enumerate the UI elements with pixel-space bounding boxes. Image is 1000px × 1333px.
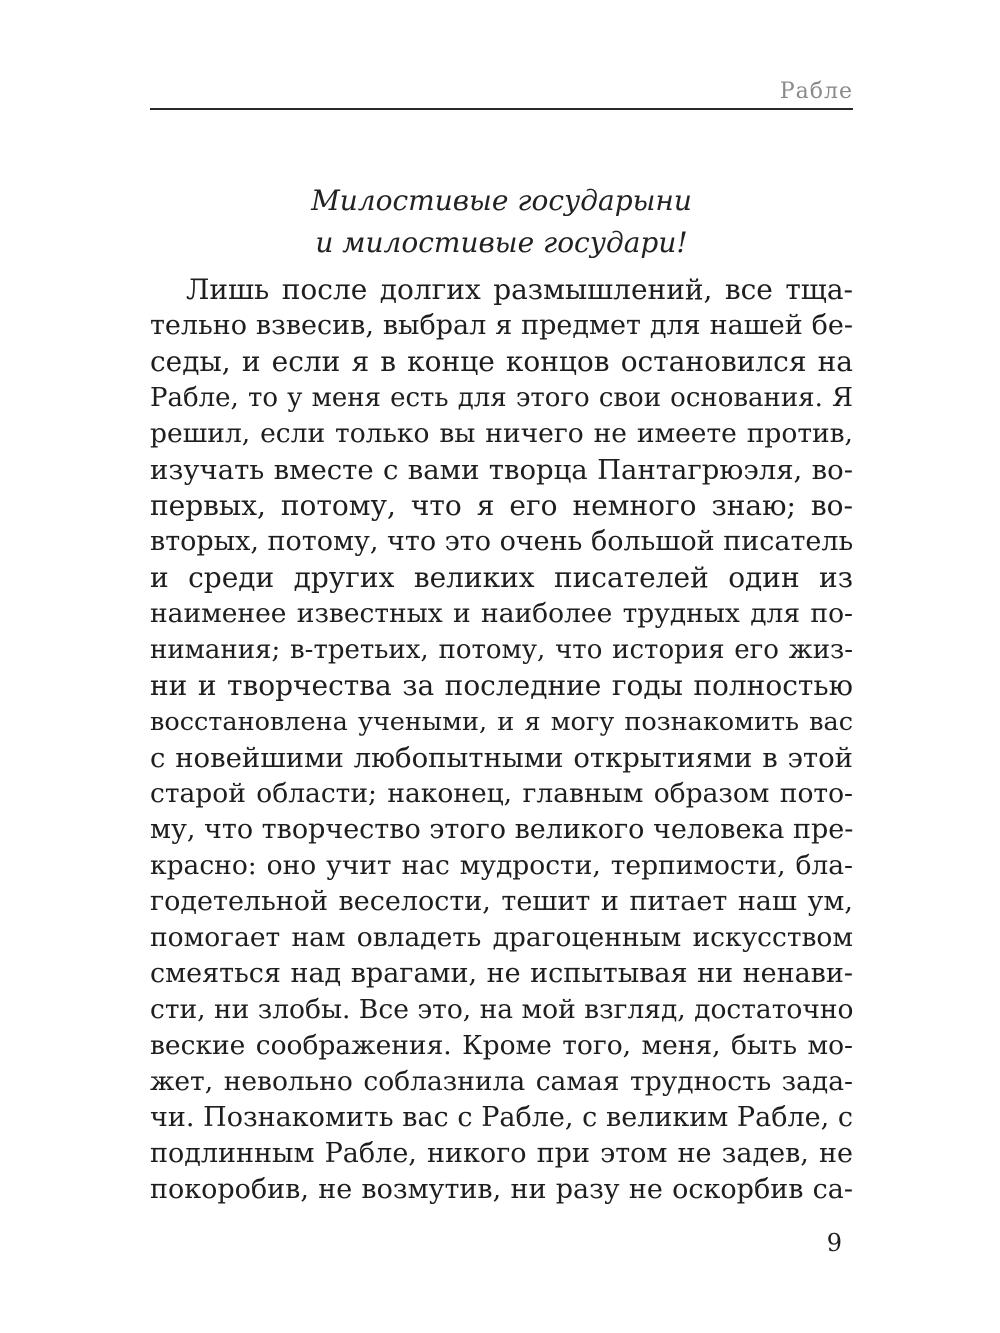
- text-line: Рабле, то у меня есть для этого свои основания. Я: [150, 383, 853, 413]
- text-line: му, что творчество этого великого человека пре-: [150, 814, 854, 845]
- text-line: Лишь после долгих размышлений, все тща-: [186, 273, 853, 306]
- salutation-line: Милостивые государыни: [311, 184, 692, 217]
- text-line: смеяться над врагами, не испытывая ни ненави-: [150, 958, 853, 989]
- text-line: тельно взвесив, выбрал я предмет для нашей бе-: [150, 310, 853, 341]
- text-line: веские соображения. Кроме того, меня, быть мо-: [150, 1030, 853, 1061]
- text-line: чи. Познакомить вас с Рабле, с великим Рабле, с: [150, 1102, 853, 1133]
- text-line: наименее известных и наиболее трудных для по-: [150, 598, 853, 629]
- text-line: старой области; наконец, главным образом пото-: [150, 778, 853, 809]
- text-line: решил, если только вы ничего не имеете против,: [150, 418, 853, 449]
- text-line: и среди других великих писателей один из: [150, 561, 853, 594]
- text-line: изучать вместе с вами творца Пантагрюэля, во-: [150, 454, 853, 486]
- text-line: помогает нам овладеть драгоценным искусством: [150, 922, 853, 953]
- page-number: 9: [826, 1229, 842, 1257]
- text-line: покоробив, не возмутив, ни разу не оскорбив са-: [150, 1174, 853, 1205]
- salutation: [150, 180, 853, 264]
- text-line: ни и творчества за последние годы полностью: [150, 669, 853, 702]
- body-paragraph: [150, 272, 853, 1208]
- text-line: красно: оно учит нас мудрости, терпимости, бла-: [150, 850, 853, 881]
- salutation-line: и милостивые государи!: [315, 226, 688, 259]
- text-line: восстановлена учеными, и я могу познакомить вас: [150, 707, 853, 737]
- text-line: жет, невольно соблазнила самая трудность зада-: [150, 1066, 853, 1097]
- text-line: годетельной веселости, тешит и питает наш ум,: [150, 886, 853, 917]
- text-line: с новейшими любопытными открытиями в этой: [150, 742, 853, 774]
- text-line: сти, ни злобы. Все это, на мой взгляд, достаточно: [150, 994, 854, 1025]
- running-head: [150, 76, 853, 110]
- running-head-title: Рабле: [779, 79, 853, 104]
- text-line: первых, потому, что я его немного знаю; во-: [150, 489, 853, 522]
- text-line: нимания; в-третьих, потому, что история его жиз-: [150, 635, 853, 665]
- text-line: седы, и если я в конце концов остановился на: [150, 345, 853, 378]
- text-line: подлинным Рабле, никого при этом не задев, не: [150, 1138, 853, 1169]
- text-line: вторых, потому, что это очень большой писатель: [150, 526, 854, 557]
